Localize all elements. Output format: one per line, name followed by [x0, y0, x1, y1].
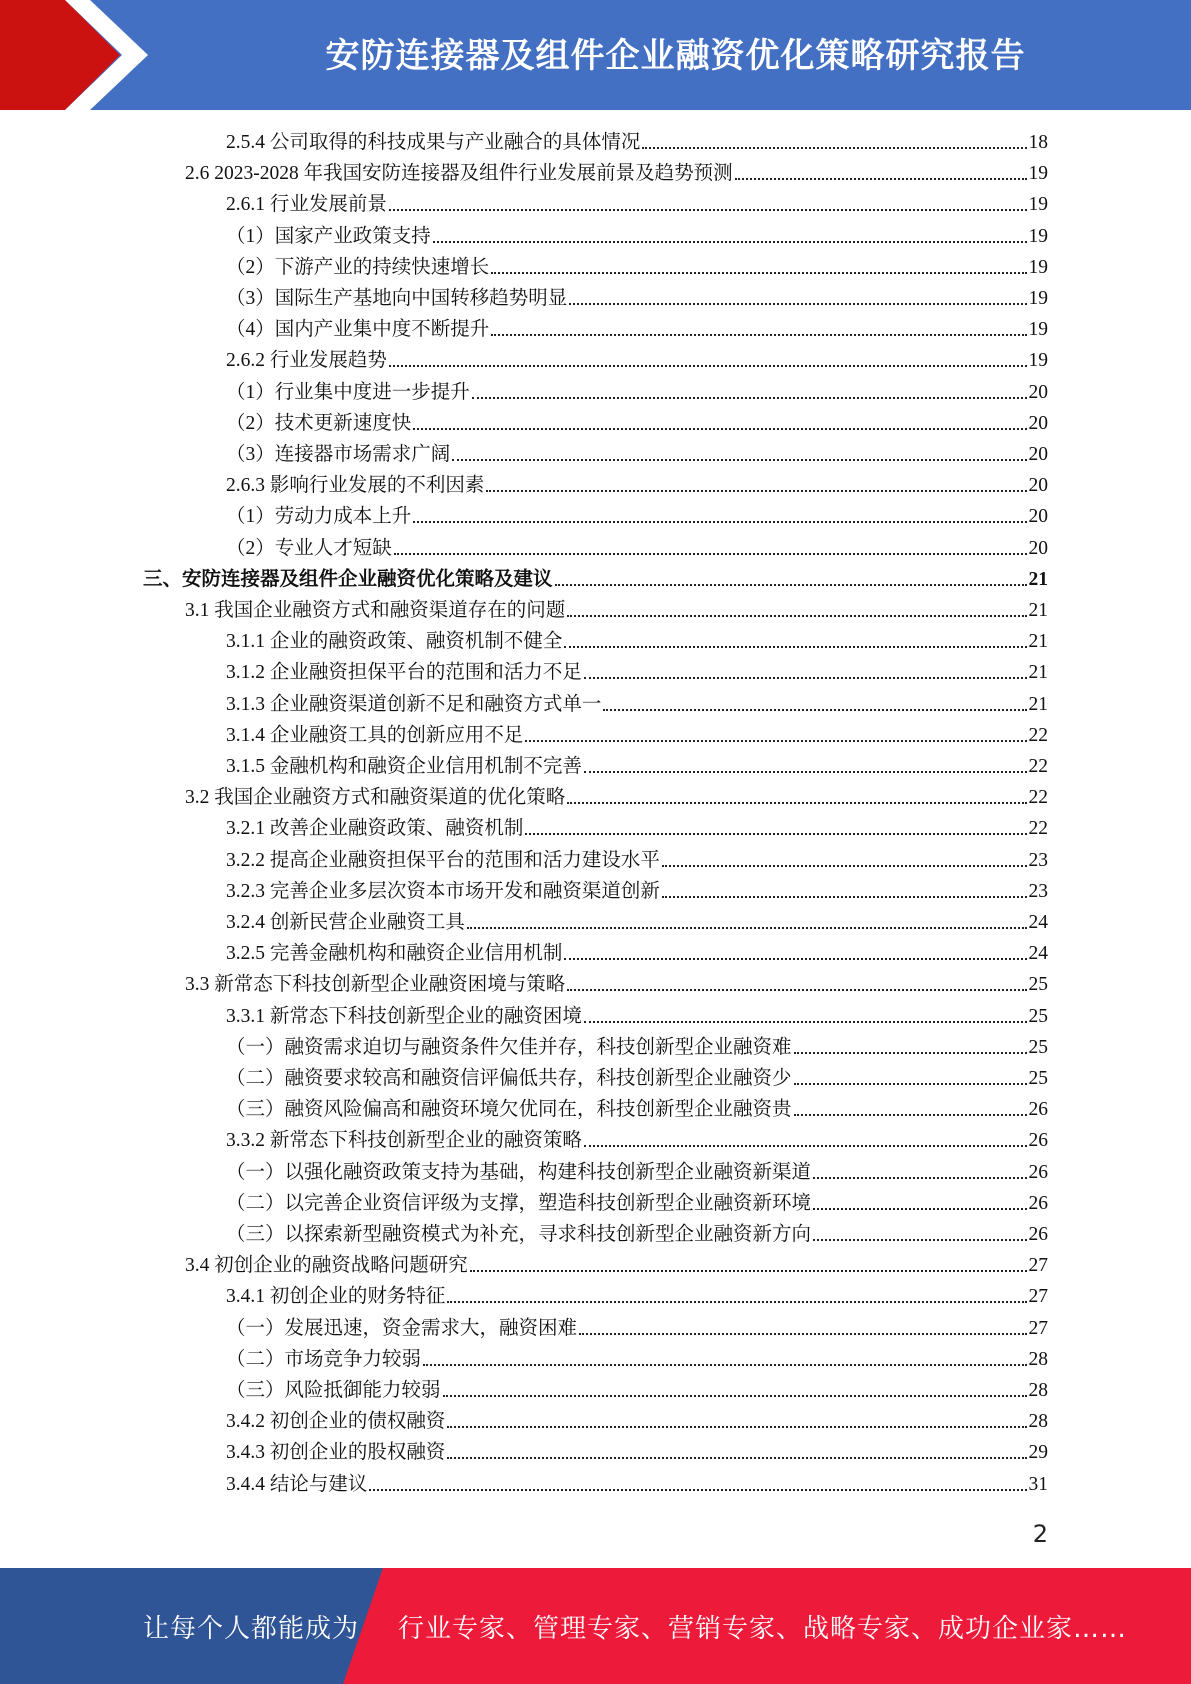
toc-entry-title: 2.6.1 行业发展前景: [226, 194, 387, 216]
toc-entry-title: （三）风险抵御能力较弱: [226, 1380, 441, 1401]
toc-entry[interactable]: [226, 842, 1048, 873]
toc-dot-leader: [579, 1333, 1026, 1335]
toc-entry[interactable]: [226, 342, 1048, 373]
toc-dot-leader: [452, 459, 1026, 461]
toc-entry[interactable]: [226, 873, 1048, 904]
toc-entry[interactable]: [226, 623, 1048, 654]
toc-entry-page: 29: [1028, 1442, 1048, 1464]
toc-entry-page: 27: [1028, 1255, 1048, 1277]
toc-entry[interactable]: [226, 1122, 1048, 1153]
toc-entry-page: 19: [1028, 319, 1048, 341]
toc-dot-leader: [472, 397, 1027, 399]
toc-entry[interactable]: [226, 1029, 1048, 1060]
toc-entry-title: 3.3.1 新常态下科技创新型企业的融资困境: [226, 1005, 582, 1027]
toc-entry-title: （三）融资风险偏高和融资环境欠优同在，科技创新型企业融资贵: [226, 1099, 792, 1121]
toc-entry-page: 26: [1028, 1099, 1048, 1121]
toc-entry[interactable]: [226, 1434, 1048, 1465]
toc-dot-leader: [555, 584, 1027, 586]
report-title: 安防连接器及组件企业融资优化策略研究报告: [325, 36, 1026, 76]
toc-entry-title: 3.1.5 金融机构和融资企业信用机制不完善: [226, 756, 582, 777]
toc-dot-leader: [423, 1364, 1026, 1366]
toc-entry[interactable]: [226, 218, 1048, 249]
toc-entry[interactable]: [226, 1341, 1048, 1372]
toc-entry[interactable]: [226, 1185, 1048, 1216]
toc-entry-page: 19: [1028, 288, 1048, 309]
toc-entry[interactable]: [226, 311, 1048, 342]
toc-entry-title: 2.6.2 行业发展趋势: [226, 350, 387, 372]
toc-entry-title: 3.4 初创企业的融资战略问题研究: [185, 1255, 468, 1277]
toc-entry[interactable]: [226, 405, 1048, 436]
toc-entry-title: （3）国际生产基地向中国转移趋势明显: [226, 288, 568, 309]
toc-entry-page: 21: [1028, 693, 1048, 715]
toc-entry-title: 2.6 2023-2028 年我国安防连接器及组件行业发展前景及趋势预测: [185, 163, 733, 185]
toc-dot-leader: [433, 241, 1027, 243]
toc-dot-leader: [491, 272, 1026, 274]
toc-dot-leader: [603, 709, 1026, 711]
toc-dot-leader: [642, 147, 1026, 149]
toc-entry[interactable]: [226, 467, 1048, 498]
toc-entry-title: 3.2.4 创新民营企业融资工具: [226, 912, 465, 933]
toc-dot-leader: [569, 303, 1026, 305]
toc-entry[interactable]: [226, 436, 1048, 467]
toc-entry-page: 20: [1028, 444, 1048, 465]
toc-entry-title: （3）连接器市场需求广阔: [226, 444, 451, 465]
toc-dot-leader: [813, 1208, 1026, 1210]
toc-entry[interactable]: [226, 717, 1048, 748]
toc-entry-page: 20: [1028, 537, 1048, 559]
toc-entry-page: 28: [1028, 1348, 1048, 1370]
toc-dot-leader: [525, 833, 1026, 835]
toc-entry-title: 3.2.2 提高企业融资担保平台的范围和活力建设水平: [226, 849, 660, 871]
toc-entry-page: 26: [1028, 1161, 1048, 1183]
toc-entry-page: 31: [1028, 1473, 1048, 1495]
toc-dot-leader: [584, 1145, 1027, 1147]
toc-entry-title: （2）专业人才短缺: [226, 537, 392, 559]
toc-entry-page: 20: [1028, 475, 1048, 497]
toc-dot-leader: [447, 1301, 1026, 1303]
toc-entry-page: 21: [1028, 568, 1048, 590]
toc-entry-page: 19: [1028, 194, 1048, 216]
toc-dot-leader: [394, 553, 1027, 555]
toc-entry[interactable]: [226, 1278, 1048, 1309]
toc-dot-leader: [447, 1426, 1026, 1428]
toc-dot-leader: [794, 1114, 1027, 1116]
toc-entry[interactable]: [226, 654, 1048, 685]
toc-entry[interactable]: [226, 998, 1048, 1029]
toc-entry-page: 27: [1028, 1317, 1048, 1339]
toc-entry[interactable]: [226, 186, 1048, 217]
toc-entry-page: 20: [1028, 506, 1048, 528]
toc-dot-leader: [486, 490, 1026, 492]
toc-entry-page: 26: [1028, 1130, 1048, 1152]
toc-entry-page: 19: [1028, 350, 1048, 372]
toc-entry[interactable]: [226, 1403, 1048, 1434]
toc-dot-leader: [443, 1395, 1027, 1397]
toc-entry[interactable]: [143, 561, 1048, 592]
toc-entry[interactable]: [226, 1310, 1048, 1341]
toc-entry[interactable]: [226, 530, 1048, 561]
toc-dot-leader: [662, 865, 1027, 867]
toc-entry-title: 3.2.1 改善企业融资政策、融资机制: [226, 818, 524, 840]
toc-dot-leader: [525, 740, 1026, 742]
toc-entry[interactable]: [226, 280, 1048, 311]
toc-entry-title: （三）以探索新型融资模式为补充，寻求科技创新型企业融资新方向: [226, 1224, 812, 1245]
toc-entry-title: （二）市场竞争力较弱: [226, 1348, 422, 1370]
toc-entry-title: （二）以完善企业资信评级为支撑，塑造科技创新型企业融资新环境: [226, 1192, 812, 1214]
toc-entry[interactable]: [226, 748, 1048, 779]
toc-entry-title: （一）以强化融资政策支持为基础，构建科技创新型企业融资新渠道: [226, 1161, 812, 1183]
toc-dot-leader: [662, 896, 1027, 898]
toc-entry-page: 27: [1028, 1286, 1048, 1308]
toc-entry-page: 26: [1028, 1224, 1048, 1245]
toc-entry-title: （一）发展迅速，资金需求大，融资困难: [226, 1317, 578, 1339]
toc-entry[interactable]: [226, 1466, 1048, 1497]
toc-entry-title: 3.4.2 初创企业的债权融资: [226, 1411, 446, 1433]
toc-entry[interactable]: [185, 966, 1048, 997]
toc-entry[interactable]: [226, 1060, 1048, 1091]
toc-entry-title: 3.3.2 新常态下科技创新型企业的融资策略: [226, 1130, 582, 1152]
toc-entry-title: （4）国内产业集中度不断提升: [226, 319, 490, 341]
page-number: 2: [1032, 1520, 1048, 1548]
toc-entry-title: 3.1.3 企业融资渠道创新不足和融资方式单一: [226, 693, 602, 715]
page-header: [0, 0, 1191, 110]
toc-entry-title: 3.1.4 企业融资工具的创新应用不足: [226, 724, 524, 746]
toc-entry-page: 20: [1028, 381, 1048, 403]
toc-entry-page: 18: [1028, 132, 1048, 153]
toc-entry-title: 3.4.3 初创企业的股权融资: [226, 1442, 446, 1464]
toc-entry[interactable]: [226, 1154, 1048, 1185]
toc-entry-page: 25: [1028, 1068, 1048, 1089]
toc-entry-page: 25: [1028, 1005, 1048, 1027]
footer-slogan-left: 让每个人都能成为: [143, 1614, 360, 1644]
toc-entry-title: （1）国家产业政策支持: [226, 225, 431, 247]
toc-dot-leader: [567, 802, 1026, 804]
toc-entry-title: （1）行业集中度进一步提升: [226, 381, 470, 403]
toc-entry-title: （1）劳动力成本上升: [226, 506, 412, 528]
toc-dot-leader: [584, 771, 1027, 773]
toc-entry-page: 19: [1028, 225, 1048, 247]
toc-entry-page: 22: [1028, 724, 1048, 746]
toc-entry-page: 24: [1028, 912, 1048, 933]
toc-dot-leader: [470, 1270, 1027, 1272]
toc-entry-title: 3.2.3 完善企业多层次资本市场开发和融资渠道创新: [226, 880, 660, 902]
toc-dot-leader: [813, 1177, 1026, 1179]
toc-dot-leader: [584, 677, 1027, 679]
toc-entry[interactable]: [226, 686, 1048, 717]
toc-entry[interactable]: [226, 498, 1048, 529]
toc-entry-page: 23: [1028, 880, 1048, 902]
toc-dot-leader: [564, 646, 1026, 648]
toc-entry-page: 19: [1028, 256, 1048, 278]
toc-entry[interactable]: [185, 779, 1048, 810]
toc-dot-leader: [567, 989, 1026, 991]
toc-entry-page: 23: [1028, 849, 1048, 871]
toc-entry-title: 3.1.2 企业融资担保平台的范围和活力不足: [226, 662, 582, 684]
toc-entry-page: 22: [1028, 756, 1048, 777]
toc-entry-title: （二）融资要求较高和融资信评偏低共存，科技创新型企业融资少: [226, 1068, 792, 1089]
toc-dot-leader: [413, 428, 1026, 430]
toc-entry-page: 28: [1028, 1380, 1048, 1401]
toc-dot-leader: [389, 209, 1027, 211]
toc-entry[interactable]: [226, 1372, 1048, 1403]
toc-entry-page: 28: [1028, 1411, 1048, 1433]
toc-entry-page: 22: [1028, 818, 1048, 840]
toc-dot-leader: [813, 1239, 1026, 1241]
toc-dot-leader: [564, 958, 1026, 960]
toc-entry-title: 2.6.3 影响行业发展的不利因素: [226, 475, 485, 497]
toc-entry-title: 3.1.1 企业的融资政策、融资机制不健全: [226, 631, 563, 653]
toc-entry-title: 3.1 我国企业融资方式和融资渠道存在的问题: [185, 600, 566, 621]
toc-entry[interactable]: [185, 1247, 1048, 1278]
toc-entry-title: 2.5.4 公司取得的科技成果与产业融合的具体情况: [226, 132, 641, 153]
toc-entry-page: 21: [1028, 600, 1048, 621]
toc-entry[interactable]: [226, 904, 1048, 935]
toc-entry-title: 3.4.4 结论与建议: [226, 1473, 368, 1495]
toc-dot-leader: [567, 615, 1026, 617]
toc-entry[interactable]: [226, 1216, 1048, 1247]
toc-dot-leader: [794, 1052, 1027, 1054]
toc-dot-leader: [491, 334, 1026, 336]
toc-dot-leader: [584, 1021, 1027, 1023]
toc-entry[interactable]: [226, 249, 1048, 280]
toc-entry[interactable]: [226, 374, 1048, 405]
footer-slogan-right: 行业专家、管理专家、营销专家、战略专家、成功企业家……: [398, 1614, 1128, 1644]
toc-entry-page: 26: [1028, 1192, 1048, 1214]
toc-entry-title: 3.2 我国企业融资方式和融资渠道的优化策略: [185, 787, 566, 809]
toc-dot-leader: [413, 521, 1026, 523]
toc-entry[interactable]: [226, 1091, 1048, 1122]
toc-entry-title: （一）融资需求迫切与融资条件欠佳并存，科技创新型企业融资难: [226, 1036, 792, 1058]
toc-entry-page: 19: [1028, 163, 1048, 185]
toc-entry-page: 24: [1028, 943, 1048, 965]
toc-entry-title: 3.2.5 完善金融机构和融资企业信用机制: [226, 943, 563, 965]
toc-entry-page: 25: [1028, 1036, 1048, 1058]
toc-entry-page: 22: [1028, 787, 1048, 809]
toc-entry-page: 20: [1028, 412, 1048, 434]
toc-dot-leader: [447, 1457, 1026, 1459]
toc-entry-title: （2）技术更新速度快: [226, 412, 412, 434]
toc-entry[interactable]: [226, 124, 1048, 155]
toc-dot-leader: [369, 1489, 1026, 1491]
toc-entry-title: 3.4.1 初创企业的财务特征: [226, 1286, 446, 1308]
toc-entry-title: 三、安防连接器及组件企业融资优化策略及建议: [143, 568, 553, 590]
toc-entry[interactable]: [226, 935, 1048, 966]
page-footer: [0, 1568, 1191, 1684]
toc-dot-leader: [467, 927, 1027, 929]
toc-entry[interactable]: [185, 155, 1048, 186]
toc-entry-page: 21: [1028, 631, 1048, 653]
toc-dot-leader: [389, 365, 1027, 367]
toc-entry-page: 25: [1028, 974, 1048, 996]
toc-dot-leader: [735, 178, 1027, 180]
toc-dot-leader: [794, 1083, 1027, 1085]
toc-entry-title: 3.3 新常态下科技创新型企业融资困境与策略: [185, 974, 566, 996]
toc-entry-title: （2）下游产业的持续快速增长: [226, 256, 490, 278]
toc-entry[interactable]: [226, 810, 1048, 841]
toc-entry[interactable]: [185, 592, 1048, 623]
toc-entry-page: 21: [1028, 662, 1048, 684]
